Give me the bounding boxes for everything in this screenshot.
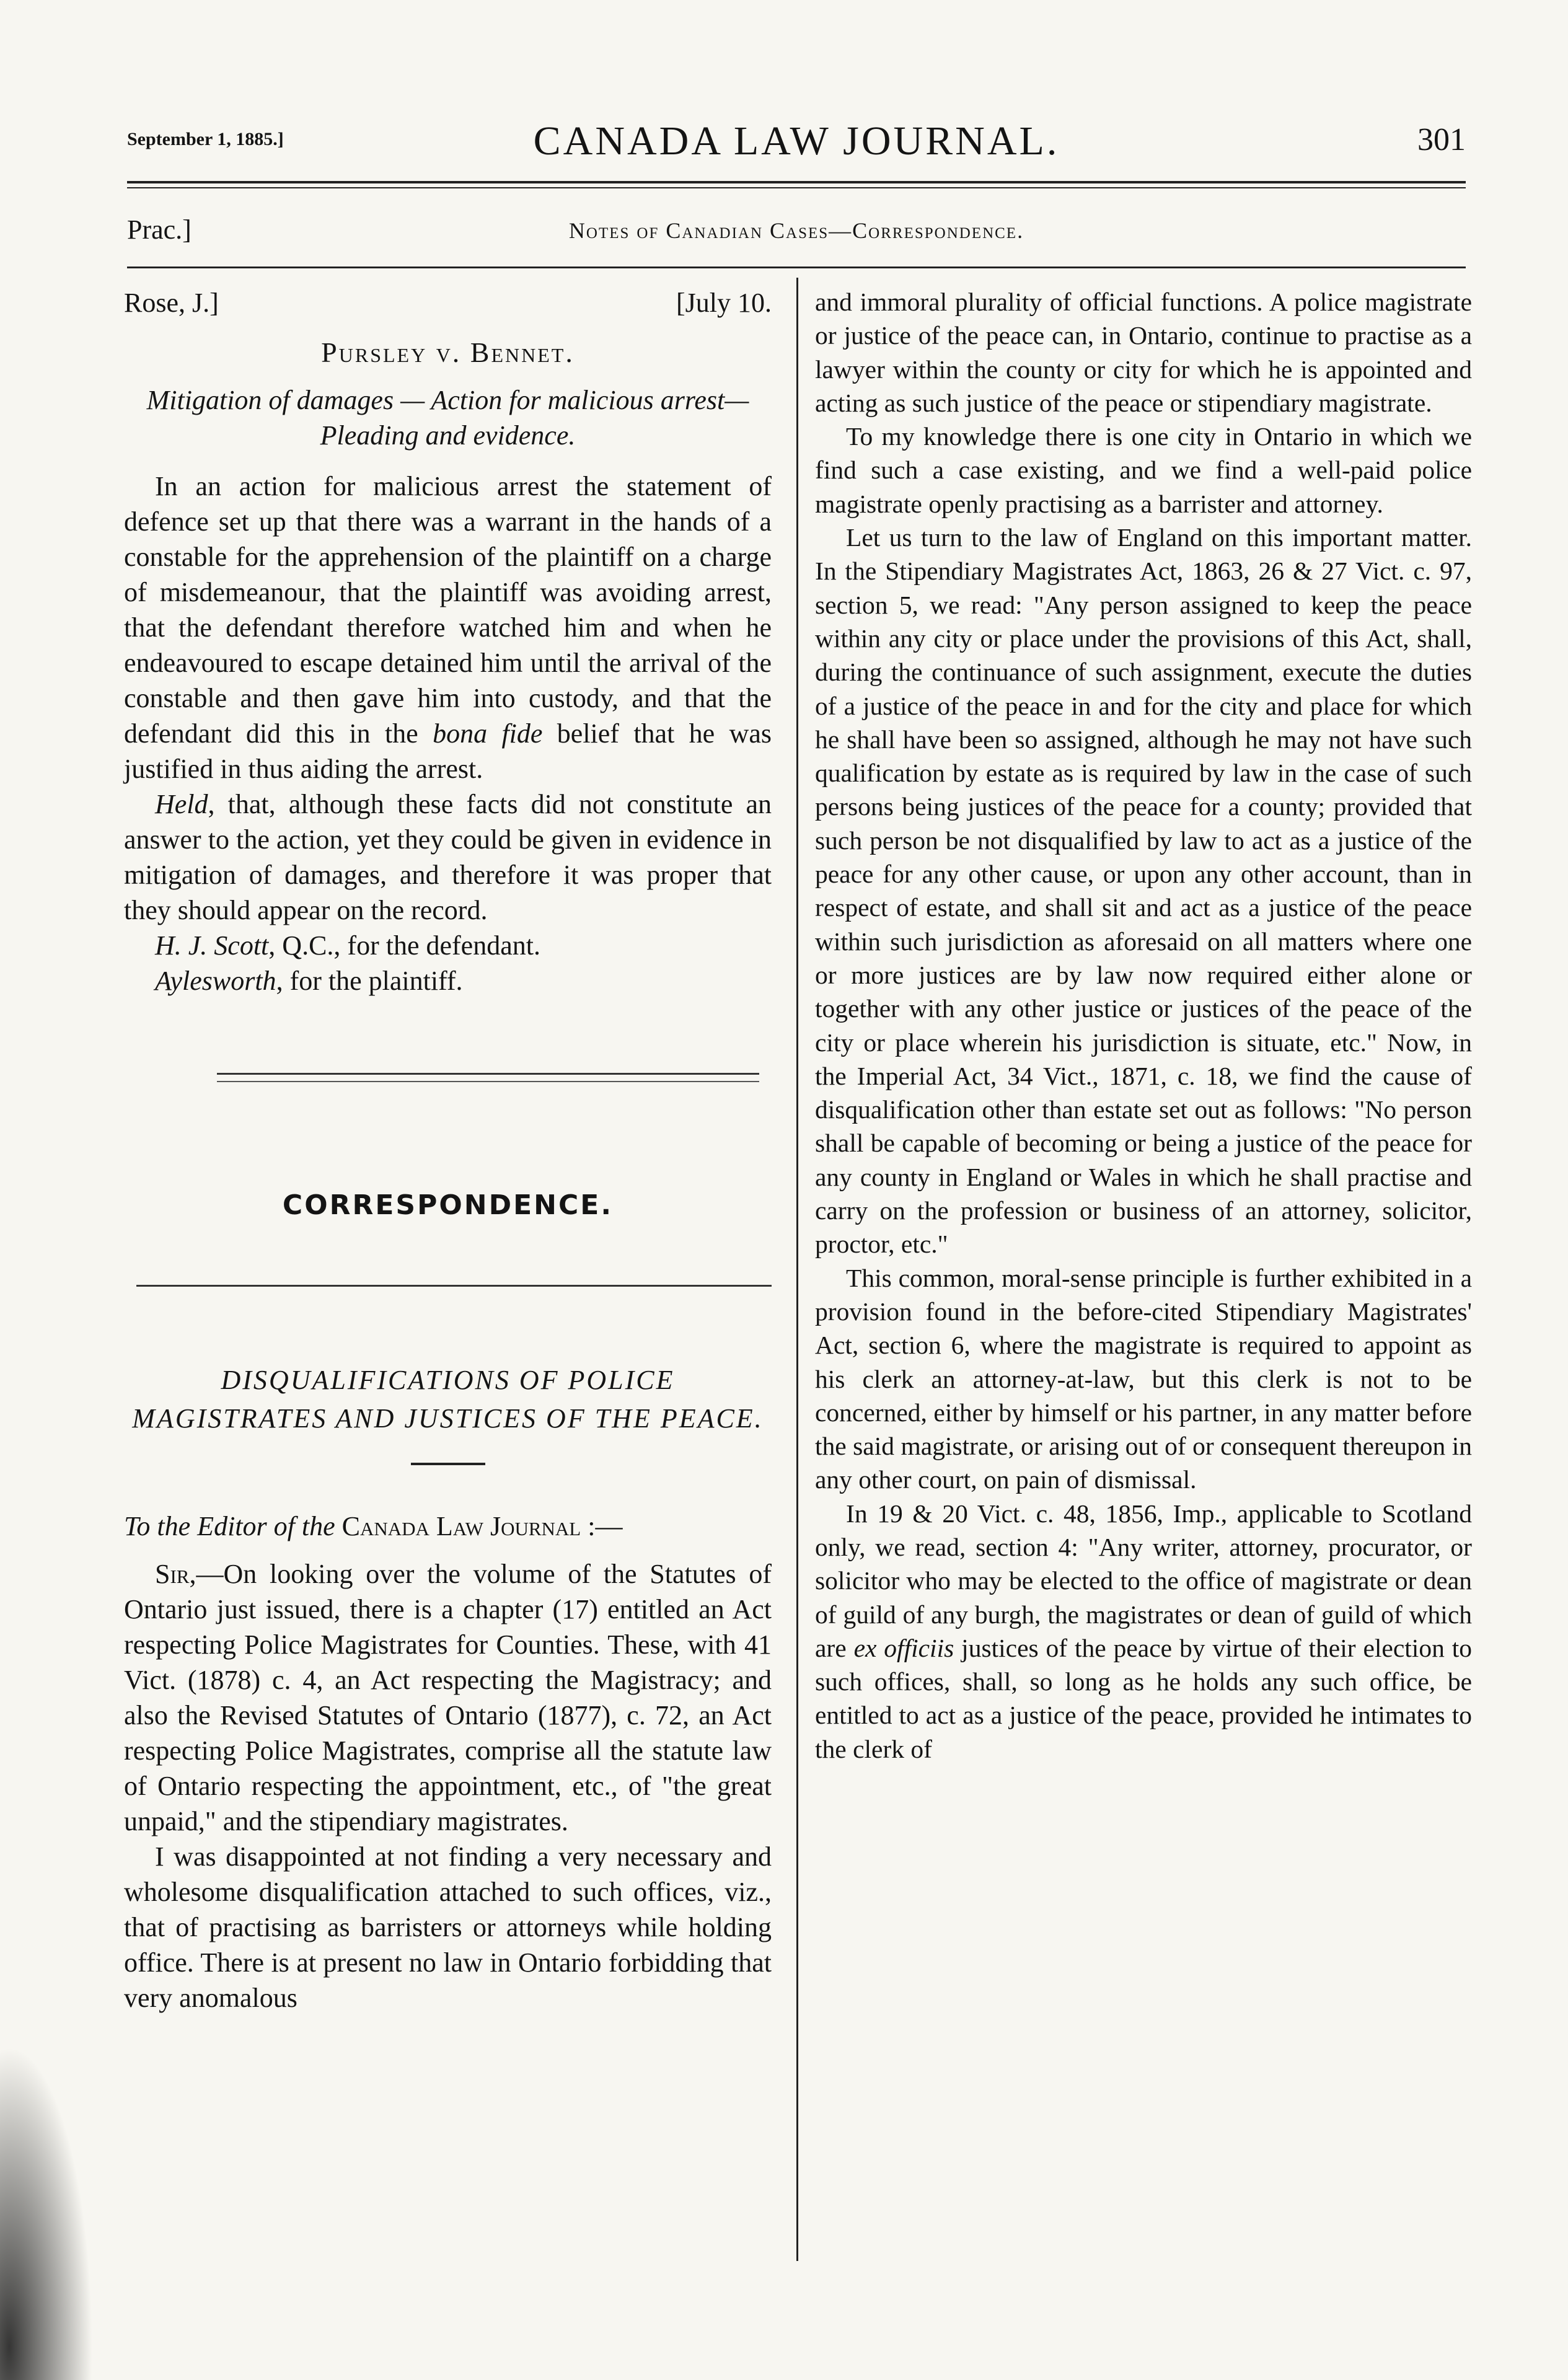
case-headnote: Mitigation of damages — Action for malicious arrest—Pleading and evidence. xyxy=(146,385,749,451)
letter-paragraph: In 19 & 20 Vict. c. 48, 1856, Imp., applicable to Scotland only, we read, section 4: "Any writer, attorney, procurator, or solicitor who may be elected to the office of magistrate or dean of guild of any burgh, the magistrates or dean of guild of which are ex officiis justices of the peace by virtue of their election to such offices, shall, so long as he holds any such office, be entitled to act as a justice of the peace, provided he intimates to the clerk of xyxy=(815,1499,1472,1763)
header-rule-bottom xyxy=(127,187,1466,188)
letter-salutation-to: To the Editor of the Canada Law Journal :— xyxy=(124,1511,623,1541)
header-rule-top xyxy=(127,181,1466,183)
decision-date: [July 10. xyxy=(676,288,772,318)
judge-line xyxy=(124,285,772,328)
short-rule xyxy=(411,1463,485,1465)
held-paragraph: Held, that, although these facts did not constitute an answer to the action, yet they could be given in evidence in mitigation of damages, and therefore it was proper that they should appear on the record. xyxy=(124,789,772,925)
judge-name: Rose, J.] xyxy=(124,288,219,318)
letter-title: DISQUALIFICATIONS OF POLICE MAGISTRATES AND JUSTICES OF THE PEACE. xyxy=(132,1365,764,1434)
case-title: Pursley v. Bennet. xyxy=(321,337,575,368)
counsel-plaintiff: Aylesworth, for the plaintiff. xyxy=(155,966,463,996)
correspondence-heading: CORRESPONDENCE. xyxy=(282,1189,614,1221)
letter-paragraph: and immoral plurality of official functions. A police magistrate or justice of the peace can, in Ontario, continue to practise as a lawyer within the county or city for which he is appointed and acting as such justice of the peace or stipendiary magistrate. xyxy=(815,288,1472,417)
section-label: Prac.] xyxy=(127,214,192,245)
right-column xyxy=(815,285,1472,1766)
case-paragraph: In an action for malicious arrest the statement of defence set up that there was a warrant in the hands of a constable for the apprehension of the plaintiff on a charge of misdemeanour, that the plaintiff was avoiding arrest, that the defendant therefore watched him and when he endeavoured to escape detained him until the arrival of the constable and then gave him into custody, and that the defendant did this in the bona fide belief that he was justified in thus aiding the arrest. xyxy=(124,471,772,784)
left-column xyxy=(124,285,772,2016)
subheader-rule xyxy=(127,267,1466,268)
section-divider-thin xyxy=(217,1081,759,1082)
page-number: 301 xyxy=(1417,122,1466,157)
letter-paragraph: This common, moral-sense principle is further exhibited in a provision found in the before-cited Stipendiary Magistrates' Act, section 6, where the magistrate is required to appoint as his clerk an attorney-at-law, but this clerk is not to be concerned, either by himself or his partner, in any matter before the said magistrate, or arising out of or consequent thereupon in any other court, on pain of dismissal. xyxy=(815,1263,1472,1494)
section-divider xyxy=(217,1073,759,1075)
running-title: Notes of Canadian Cases—Correspondence. xyxy=(568,218,1024,243)
counsel-defendant: H. J. Scott, Q.C., for the defendant. xyxy=(155,930,540,961)
letter-paragraph: Sir,—On looking over the volume of the Statutes of Ontario just issued, there is a chapter (17) entitled an Act respecting Police Magistrates for Counties. These, with 41 Vict. (1878) c. 4, an Act respecting the Magistracy; and also the Revised Statutes of Ontario (1877), c. 72, an Act respecting Police Magistrates, comprise all the statute law of Ontario respecting the appointment, etc., of "the great unpaid," and the stipendiary magistrates. xyxy=(124,1559,772,1836)
page-header xyxy=(127,118,1466,167)
column-divider xyxy=(796,278,798,2261)
issue-date: September 1, 1885.] xyxy=(127,129,284,149)
letter-paragraph: Let us turn to the law of England on this important matter. In the Stipendiary Magistrates Act, 1863, 26 & 27 Vict. c. 97, section 5, we read: "Any person assigned to keep the peace within any city or place under the provisions of this Act, shall, during the continuance of such assignment, execute the duties of a justice of the peace in and for the city and place for which he shall have been so assigned, although he may not have such qualification by estate as is required by law in the case of such persons being justices of the peace for a county; provided that such person be not disqualified by law to act as a justice of the peace for any other cause, or upon any other account, than in respect of estate, and shall sit and act as a justice of the peace within such jurisdiction as aforesaid on all matters where one or more justices are by law now required either alone or together with any other justice or justices of the peace of the city or place wherein his jurisdiction is situate, etc." Now, in the Imperial Act, 34 Vict., 1871, c. 18, we find the cause of disqualification other than estate set out as follows: "No person shall be capable of becoming or being a justice of the peace for any county in England or Wales in which he shall practise and carry on the profession or business of an attorney, solicitor, proctor, etc." xyxy=(815,523,1472,1259)
running-subheader xyxy=(127,214,1466,251)
page-edge-shadow xyxy=(0,2045,93,2380)
correspondence-rule xyxy=(136,1285,772,1287)
journal-title: CANADA LAW JOURNAL. xyxy=(533,118,1060,164)
letter-paragraph: To my knowledge there is one city in Ontario in which we find such a case existing, and we find a well-paid police magistrate openly practising as a barrister and attorney. xyxy=(815,422,1472,518)
letter-paragraph: I was disappointed at not finding a very necessary and wholesome disqualification attached to such offices, viz., that of practising as barristers or attorneys while holding office. There is at present no law in Ontario forbidding that very anomalous xyxy=(124,1841,772,2013)
